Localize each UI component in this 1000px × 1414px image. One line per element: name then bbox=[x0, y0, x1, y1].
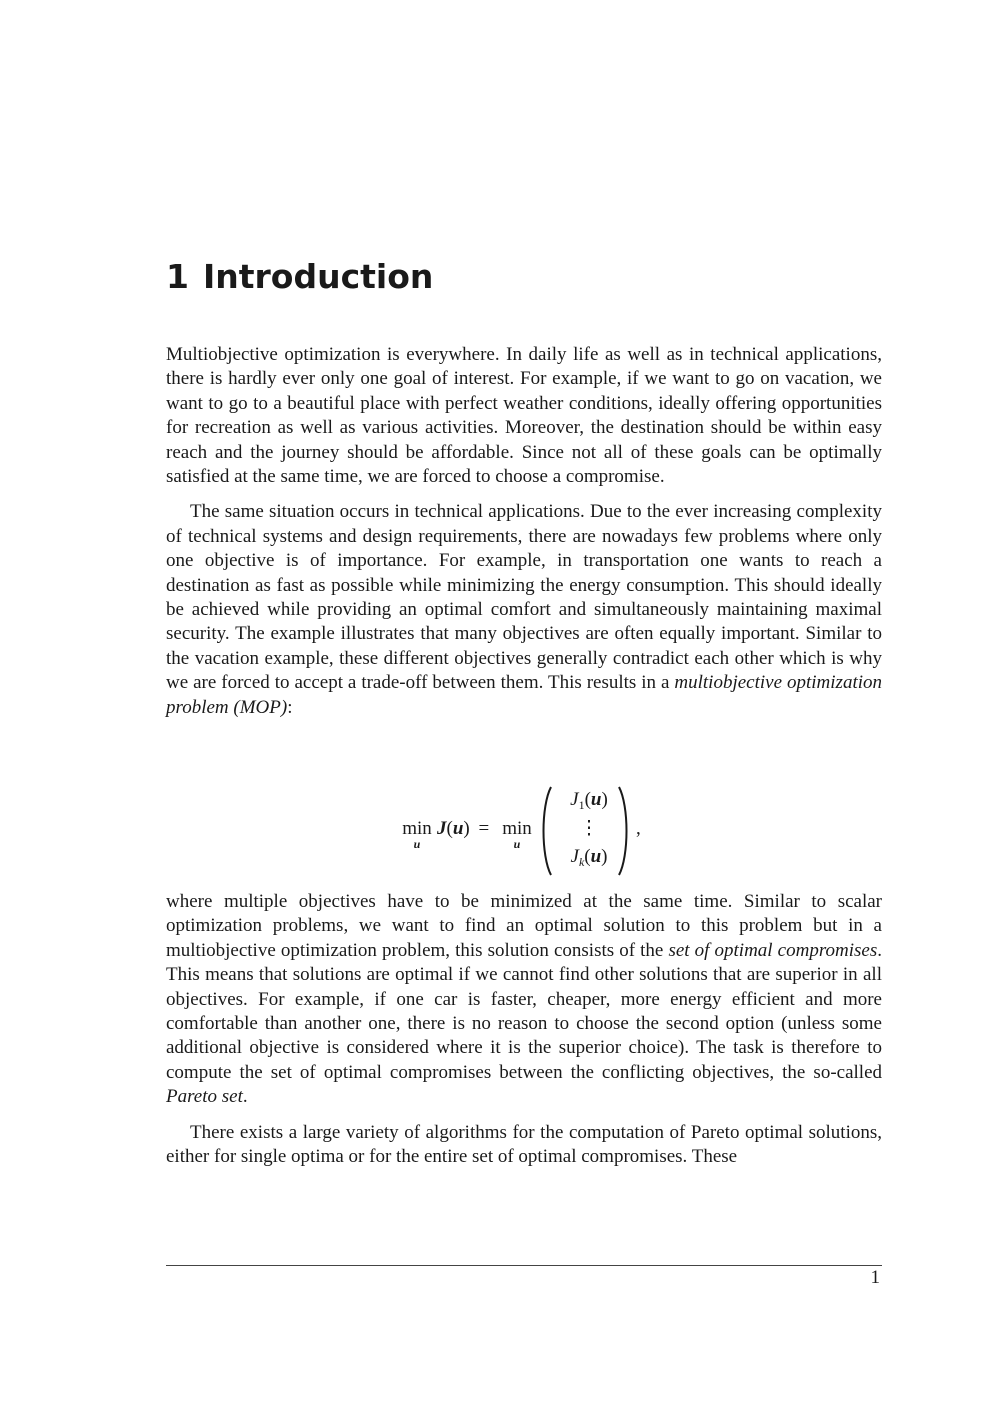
body-text-block-lower bbox=[166, 890, 882, 1169]
mop-equation bbox=[166, 782, 882, 880]
paragraph-1: Multiobjective optimization is everywhere. In daily life as well as in technical applications, there is hardly ever only one goal of interest. For example, if we want to go on vacation, we want to go to a beautiful place with perfect weather conditions, ideally offering opportunities for recreation as well as various activities. Moreover, the destination should be within easy reach and the journey should be affordable. Since not all of these goals can be optimally satisfied at the same time, we are forced to choose a compromise. bbox=[166, 344, 882, 488]
row1-argument: u bbox=[590, 789, 602, 810]
objective-row-1: $J_1(u)$ bbox=[570, 789, 608, 812]
objective-ellipsis: ⋮ bbox=[579, 818, 599, 839]
objective-vector-lhs: J(u) = bbox=[437, 818, 490, 839]
objective-row-k: $J_k(u)$ bbox=[570, 846, 608, 869]
row1-subscript: 1 bbox=[578, 798, 585, 812]
footer-rule bbox=[166, 1265, 882, 1266]
argument-symbol: u bbox=[452, 818, 464, 839]
paragraph-3-end: . bbox=[242, 1086, 248, 1108]
min-subscript-left: u bbox=[413, 837, 421, 851]
paragraph-3-text: where multiple objectives have to be minimized at the same time. Similar to scalar optimization problems, we want to find an optimal solution to this problem but in a multiobjective optimization problem, this solution consists of the bbox=[166, 891, 882, 961]
chapter-heading bbox=[166, 254, 433, 300]
chapter-title: Introduction bbox=[202, 257, 434, 296]
page-number: 1 bbox=[870, 1267, 880, 1288]
mop-term: multiobjective optimization problem (MOP) bbox=[166, 672, 882, 718]
paragraph-2-text: The same situation occurs in technical applications. Due to the ever increasing complexity of technical systems and design requirements, there are nowadays few problems where only one objective is of importance. For example, in transportation one wants to reach a destination as fast as possible while minimizing the energy consumption. This should ideally be achieved while providing an optimal comfort and simultaneously maintaining maximal security. The example illustrates that many objectives are often equally important. Similar to the vacation example, these different objectives generally contradict each other which is why we are forced to accept a trade-off between them. This results in a bbox=[166, 501, 882, 694]
paragraph-3-text-continued: . This means that solutions are optimal if we cannot find other solutions that are superior in all objectives. For example, if one car is faster, cheaper, more energy efficient and more comfortable than another one, there is no reason to choose the second option (unless some additional objective is considered where it is the superior choice). The task is therefore to compute the set of optimal compromises between the conflicting objectives, the so-called bbox=[166, 939, 882, 1083]
min-subscript-right: u bbox=[513, 837, 521, 851]
row1-symbol: J bbox=[570, 789, 579, 810]
min-operator-left bbox=[399, 819, 435, 849]
optimal-compromises-term: set of optimal compromises bbox=[668, 939, 878, 961]
rowk-subscript: k bbox=[578, 855, 585, 869]
equals-sign: = bbox=[478, 818, 490, 839]
paragraph-4: There exists a large variety of algorithms for the computation of Pareto optimal solutions, either for single optima or for the entire set of optimal compromises. These bbox=[166, 1121, 882, 1168]
equation-comma: , bbox=[636, 818, 641, 839]
min-word-right: min bbox=[502, 818, 532, 839]
rowk-argument: u bbox=[590, 846, 602, 867]
min-operator-right bbox=[499, 819, 535, 849]
vector-symbol: J bbox=[437, 818, 447, 839]
body-text-block-upper bbox=[166, 343, 882, 720]
chapter-number: 1 bbox=[166, 257, 189, 296]
paragraph-3 bbox=[166, 890, 882, 1110]
pareto-set-term: Pareto set bbox=[166, 1086, 243, 1108]
paragraph-2-end: : bbox=[287, 696, 293, 718]
paragraph-2 bbox=[166, 500, 882, 720]
min-word-left: min bbox=[402, 818, 432, 839]
right-parenthesis bbox=[617, 786, 631, 876]
rowk-symbol: J bbox=[570, 846, 579, 867]
